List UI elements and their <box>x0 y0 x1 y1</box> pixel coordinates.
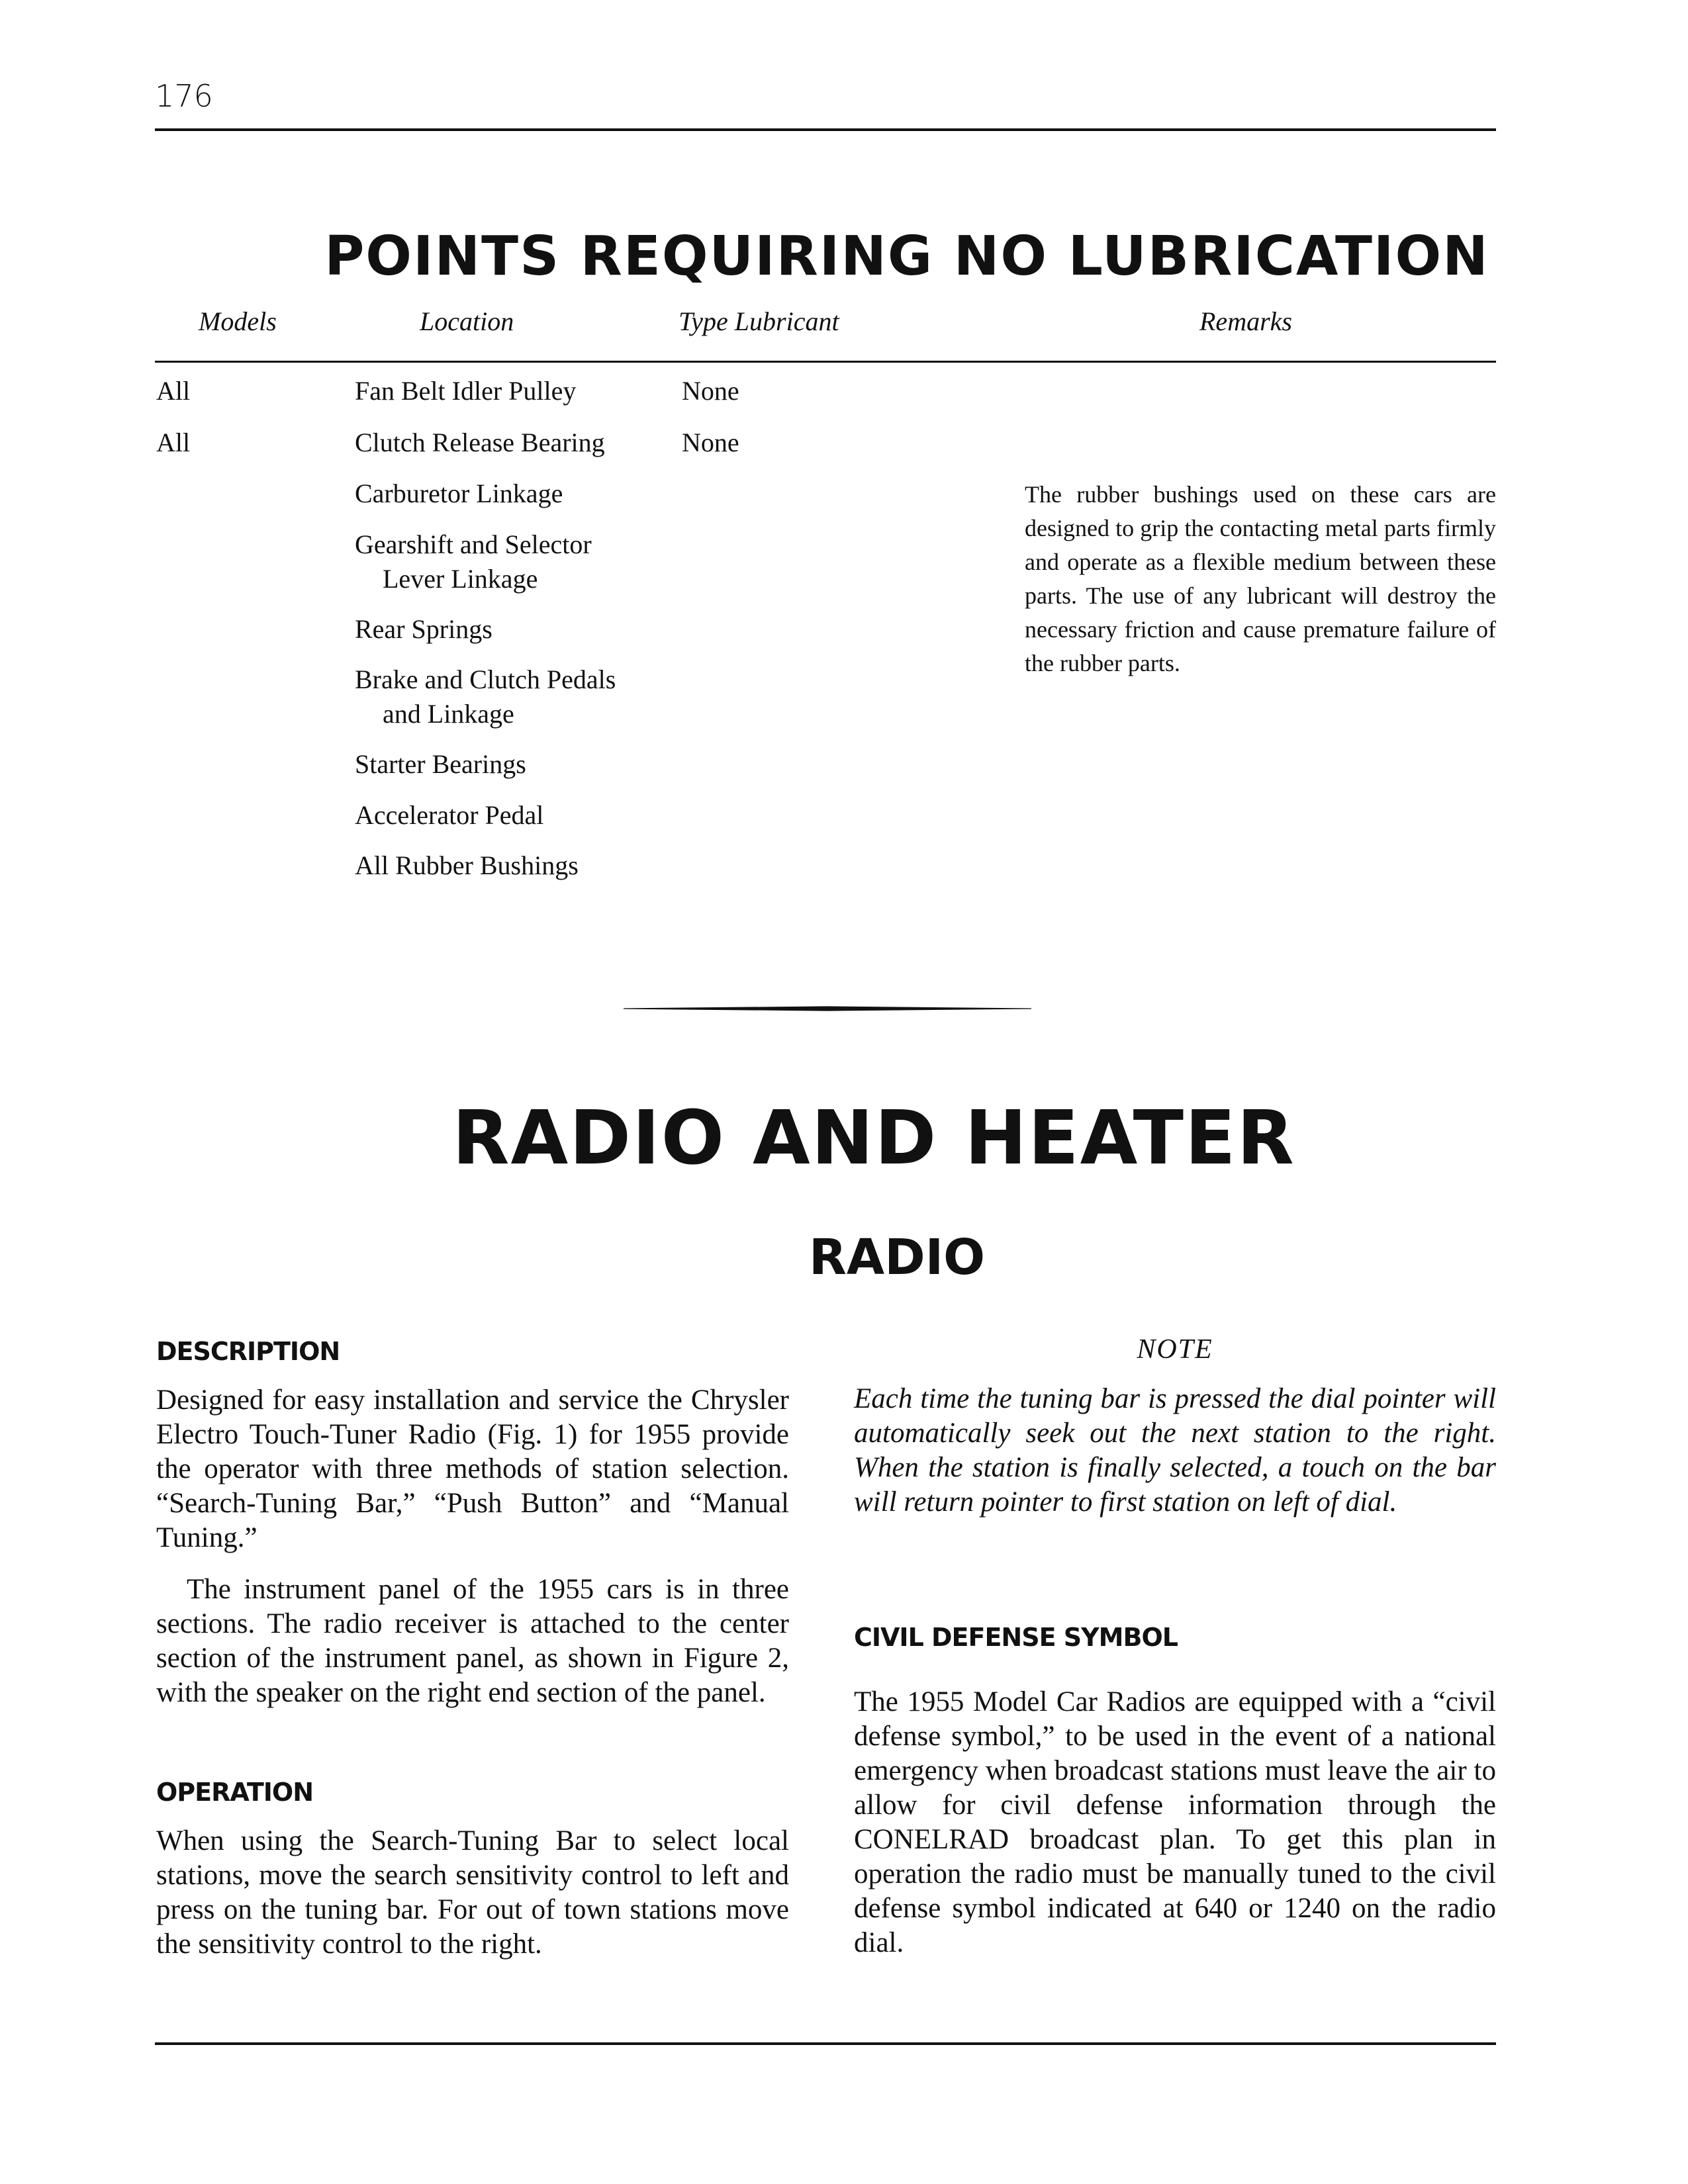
table-cell-type: None <box>682 376 739 406</box>
header-rule <box>155 128 1496 131</box>
table-cell-location-continued: and Linkage <box>383 699 514 729</box>
table-cell-location-continued: Lever Linkage <box>383 564 538 594</box>
table-header-rule <box>155 361 1496 363</box>
note-heading: NOTE <box>1137 1334 1213 1365</box>
table-cell-location: All Rubber Bushings <box>355 850 579 880</box>
section-title: RADIO AND HEATER <box>452 1095 1295 1181</box>
table-cell-location: Gearshift and Selector <box>355 529 592 559</box>
page-number: 176 <box>155 78 213 114</box>
description-paragraph: The instrument panel of the 1955 cars is in three sections. The radio receiver is attached to the center section of the instrument panel, as shown in Figure 2, with the speaker on the right end section of the panel. <box>156 1574 789 1708</box>
description-heading: DESCRIPTION <box>156 1337 340 1366</box>
table-cell-type: None <box>682 428 739 457</box>
table-cell-location: Fan Belt Idler Pulley <box>355 376 577 406</box>
footer-rule <box>155 2042 1496 2045</box>
civil-defense-body <box>854 1685 1496 1960</box>
column-header-remarks: Remarks <box>1199 306 1292 336</box>
table-cell-location: Clutch Release Bearing <box>355 428 605 457</box>
table-cell-location: Rear Springs <box>355 614 492 644</box>
note-paragraph: Each time the tuning bar is pressed the dial pointer will automatically seek out the next station to the right. When the station is finally selected, a touch on the bar will return pointer to first station on left of dial. <box>854 1383 1496 1518</box>
civil-defense-heading: CIVIL DEFENSE SYMBOL <box>854 1623 1178 1652</box>
description-body <box>156 1383 789 1710</box>
column-header-location: Location <box>420 306 514 336</box>
divider-line <box>624 1006 1031 1011</box>
column-header-type-lubricant: Type Lubricant <box>679 306 839 336</box>
operation-heading: OPERATION <box>156 1778 313 1807</box>
description-paragraph: Designed for easy installation and service the Chrysler Electro Touch-Tuner Radio (Fig. 1) for 1955 provide the operator with three methods of station selection. “Search-Tuning Bar,” “Push Button” and “Manual Tuning.” <box>156 1385 789 1553</box>
table-cell-model: All <box>156 376 191 406</box>
table-cell-model: All <box>156 428 191 457</box>
table-cell-location: Brake and Clutch Pedals <box>355 664 616 694</box>
table-cell-location: Accelerator Pedal <box>355 800 544 830</box>
column-header-models: Models <box>199 306 277 336</box>
section-divider <box>624 1003 1031 1008</box>
operation-body <box>156 1824 789 1962</box>
civil-defense-paragraph: The 1955 Model Car Radios are equipped with a “civil defense symbol,” to be used in the event of a national emergency when broadcast stations must leave the air to allow for civil defense information through the CONELRAD broadcast plan. To get this plan in operation the radio must be manually tuned to the civil defense symbol indicated at 640 or 1240 on the radio dial. <box>854 1686 1496 1958</box>
section-subtitle: RADIO <box>808 1229 986 1286</box>
operation-paragraph: When using the Search-Tuning Bar to select local stations, move the search sensitivity control to left and press on the tuning bar. For out of town stations move the sensitivity control to the right. <box>156 1825 789 1960</box>
table-cell-location: Starter Bearings <box>355 749 526 779</box>
lubrication-title: POINTS REQUIRING NO LUBRICATION <box>324 225 1489 288</box>
note-body <box>854 1382 1496 1520</box>
remarks-text: The rubber bushings used on these cars are designed to grip the contacting metal parts firmly and operate as a flexible medium between these parts. The use of any lubricant will destroy the necessary friction and cause premature failure of the rubber parts. <box>1025 481 1496 676</box>
table-cell-location: Carburetor Linkage <box>355 478 563 508</box>
